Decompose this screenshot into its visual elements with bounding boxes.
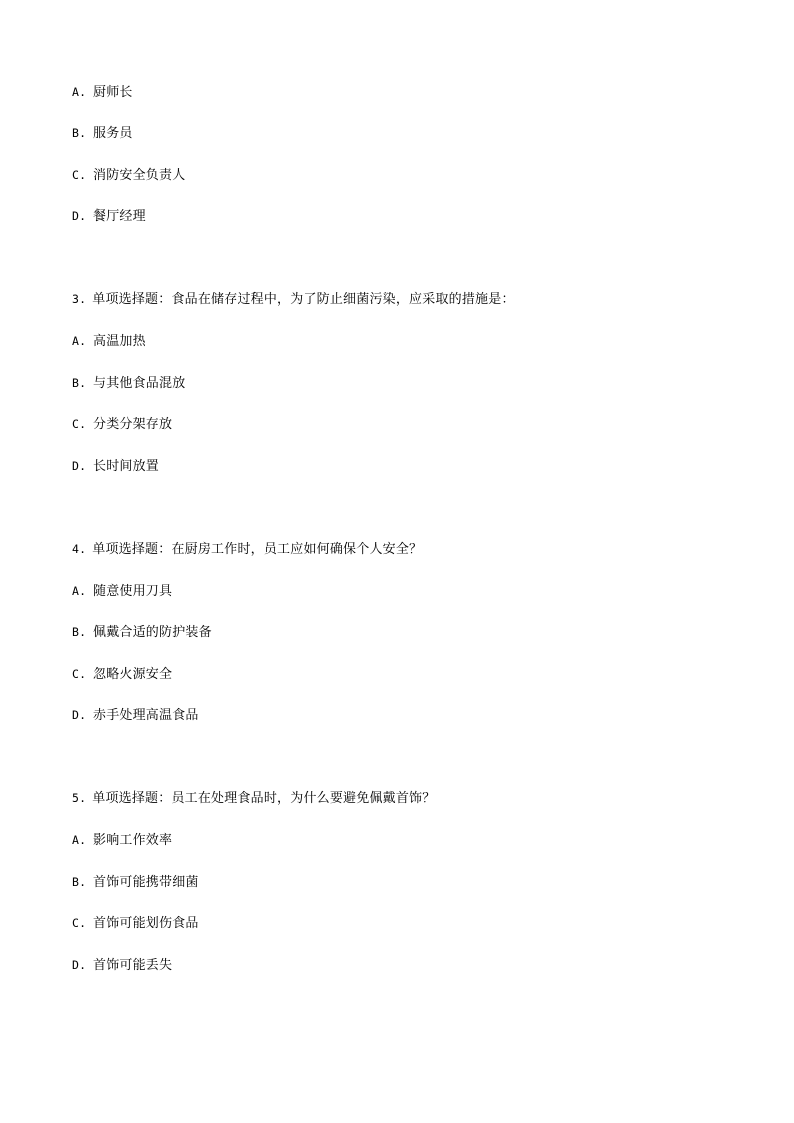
option-text: 赤手处理高温食品	[93, 708, 199, 723]
q2-option-b	[72, 125, 133, 142]
option-letter: A.	[72, 85, 87, 99]
q5-option-c	[72, 915, 199, 932]
option-text: 高温加热	[93, 334, 146, 349]
q5-option-a	[72, 832, 172, 849]
q5-option-d	[72, 957, 172, 974]
question-text: 单项选择题：食品在储存过程中，为了防止细菌污染，应采取的措施是：	[92, 292, 515, 307]
option-letter: D.	[72, 708, 87, 722]
option-letter: C.	[72, 168, 87, 182]
q3-option-a	[72, 333, 146, 350]
option-letter: D.	[72, 459, 87, 473]
question-number: 3.	[72, 292, 87, 306]
q4-option-c	[72, 666, 172, 683]
q2-option-c	[72, 167, 185, 184]
option-text: 忽略火源安全	[93, 667, 173, 682]
option-letter: B.	[72, 126, 87, 140]
question-4-prompt	[72, 541, 422, 558]
option-letter: C.	[72, 667, 87, 681]
q4-option-a	[72, 583, 172, 600]
option-letter: D.	[72, 209, 87, 223]
option-letter: B.	[72, 625, 87, 639]
question-5-prompt	[72, 790, 435, 807]
option-text: 餐厅经理	[93, 209, 146, 224]
option-text: 影响工作效率	[93, 833, 173, 848]
option-letter: A.	[72, 584, 87, 598]
q2-option-a	[72, 84, 133, 101]
question-number: 5.	[72, 791, 87, 805]
q2-option-d	[72, 208, 146, 225]
option-letter: B.	[72, 875, 87, 889]
q4-option-b	[72, 624, 212, 641]
option-text: 佩戴合适的防护装备	[93, 625, 212, 640]
question-number: 4.	[72, 542, 87, 556]
q3-option-d	[72, 458, 159, 475]
option-text: 分类分架存放	[93, 417, 173, 432]
q3-option-b	[72, 375, 185, 392]
question-text: 单项选择题：员工在处理食品时，为什么要避免佩戴首饰？	[92, 791, 436, 806]
option-letter: C.	[72, 916, 87, 930]
option-letter: D.	[72, 958, 87, 972]
q4-option-d	[72, 707, 199, 724]
option-text: 随意使用刀具	[93, 584, 173, 599]
option-text: 长时间放置	[93, 459, 160, 474]
option-letter: A.	[72, 334, 87, 348]
option-letter: B.	[72, 376, 87, 390]
q5-option-b	[72, 874, 199, 891]
option-text: 首饰可能划伤食品	[93, 916, 199, 931]
question-3-prompt	[72, 291, 515, 308]
option-text: 服务员	[93, 126, 133, 141]
option-text: 首饰可能携带细菌	[93, 875, 199, 890]
option-text: 消防安全负责人	[93, 168, 186, 183]
option-text: 首饰可能丢失	[93, 958, 173, 973]
option-text: 厨师长	[93, 85, 133, 100]
option-letter: C.	[72, 417, 87, 431]
q3-option-c	[72, 416, 172, 433]
question-text: 单项选择题：在厨房工作时，员工应如何确保个人安全？	[92, 542, 423, 557]
option-letter: A.	[72, 833, 87, 847]
option-text: 与其他食品混放	[93, 376, 186, 391]
